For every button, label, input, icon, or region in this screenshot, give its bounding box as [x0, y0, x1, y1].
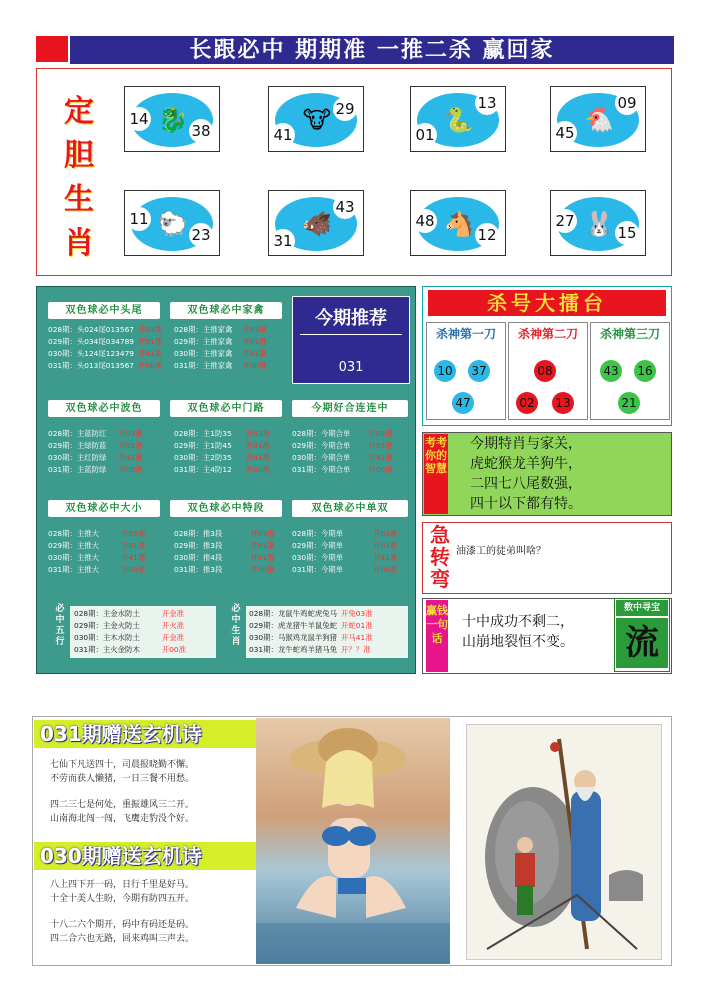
kill-ball: 08 — [534, 360, 556, 382]
card-number-left: 14 — [127, 107, 151, 131]
size-rows: 028期：主推大 开03准 029期：主推大 开01准 030期：主推大 开41准 031期：主推大 开00准 — [48, 529, 146, 574]
wave-label: 双色球必中波色 — [48, 400, 160, 417]
zodiac-card-horse — [410, 190, 506, 256]
card-number-left: 45 — [553, 121, 577, 145]
five-elements-tag: 必中五行 — [55, 604, 65, 647]
brain-teaser-question: 油漆工的徒弟叫啥？ — [456, 546, 546, 557]
card-number-right: 09 — [615, 91, 639, 115]
oddeven-rows: 028期：今期单 开03准 029期：今期单 开01准 030期：今期单 开41准 031期：今期单 开00准 — [292, 529, 398, 574]
oddeven-label: 双色球必中单双 — [292, 500, 408, 517]
sage-painting — [466, 724, 662, 960]
head-tail-rows: 028期：头024尾013567 开03准 029期：头034尾034789 开01准 030期：头124尾123479 开41准 031期：头013尾013567 开00准 — [48, 325, 163, 370]
beach-photo — [256, 718, 450, 964]
zodiac-card-pig — [268, 190, 364, 256]
kill-column-head: 杀神第二刀 — [517, 327, 578, 341]
zodiac-card-ox — [268, 86, 364, 152]
zodiac-card-rooster — [550, 86, 646, 152]
zodiac-pick-tag: 必中生肖 — [231, 604, 241, 647]
five-elements-rows: 028期：主金水防土 开金准 029期：主金火防土 开火准 030期：主木水防土 开金准 031期：主火金防木 开00准 — [70, 606, 216, 658]
card-number-right: 15 — [615, 221, 639, 245]
card-number-left: 27 — [553, 209, 577, 233]
money-phrase-text: 十中成功不剩二， 山崩地裂恒不变。 — [462, 614, 574, 650]
kill-ball: 02 — [516, 392, 538, 414]
card-number-left: 01 — [413, 123, 437, 147]
brain-teaser-tag: 急转弯 — [430, 523, 450, 591]
sheep-icon: 🐑 — [158, 210, 188, 238]
poem-031-text: 七仙下凡送四十，司晨报晓勤不懈。 不劳而获人懒猪，一日三餐不用愁。 四二三七是何处，重振雄风三二开。 山南海北闯一闯，飞鹰走豹没个好。 — [50, 760, 195, 824]
recommend-title: 今期推荐 — [315, 308, 387, 329]
kill-ball: 43 — [600, 360, 622, 382]
header-banner: 长跟必中 期期准 一推二杀 赢回家 — [70, 36, 674, 64]
kill-ball: 10 — [434, 360, 456, 382]
wave-rows: 028期：主蓝防红 开03准 029期：主绿防蓝 开01准 030期：主红防绿 开41准 031期：主蓝防绿 开00准 — [48, 429, 143, 474]
head-tail-label: 双色球必中头尾 — [48, 302, 160, 319]
zodiac-card-sheep — [124, 190, 220, 256]
beach-figure-icon — [256, 718, 450, 964]
zodiac-title-char: 肖 — [64, 226, 94, 261]
zodiac-pick-rows: 028期：龙鼠牛鸡蛇虎兔马 开兔03准 029期：虎龙猪牛羊鼠兔蛇 开蛇01准 030期：马猴鸡龙鼠羊狗猪 开马41准 031期：龙牛蛇鸡羊猪马兔 开？？准 — [246, 606, 408, 658]
rabbit-icon: 🐰 — [584, 210, 614, 238]
combo-label: 今期好合连连中 — [292, 400, 408, 417]
wisdom-text: 今期特肖与家关， 虎蛇猴龙羊狗牛， 二四七八尾数强， 四十以下都有特。 — [470, 436, 582, 512]
poem-031-title: 031期赠送玄机诗 — [34, 720, 256, 748]
poem-030-text: 八上四下开一码，日行千里是好马。 十全十美人生盼，今期有防四五开。 十八二六个期开，码中有码还是码。 四二合六也无路，回来鸡叫三声去。 — [50, 880, 195, 944]
card-number-right: 23 — [189, 223, 213, 247]
kill-ball: 47 — [452, 392, 474, 414]
zodiac-title-char: 定 — [64, 94, 94, 129]
card-number-right: 13 — [475, 91, 499, 115]
segment-label: 双色球必中特段 — [170, 500, 282, 517]
family-label: 双色球必中家禽 — [170, 302, 282, 319]
zodiac-title-char: 胆 — [64, 138, 94, 173]
dragon-icon: 🐉 — [158, 106, 188, 134]
wisdom-tag: 考考你的智慧 — [424, 434, 448, 514]
recommend-issue: 031 — [338, 360, 364, 375]
kill-column-head: 杀神第一刀 — [435, 327, 496, 341]
card-number-left: 48 — [413, 209, 437, 233]
sage-boy-painting-icon — [467, 725, 663, 961]
family-rows: 028期：主推家禽 开03准 029期：主推家禽 开01准 030期：主推家禽 开41准 031期：主推家禽 开00准 — [174, 325, 267, 370]
zodiac-card-rabbit — [550, 190, 646, 256]
boar-icon: 🐗 — [302, 210, 332, 238]
zodiac-title-char: 生 — [64, 182, 94, 217]
card-number-left: 31 — [271, 229, 295, 253]
recommend-divider — [300, 334, 402, 335]
card-number-right: 29 — [333, 97, 357, 121]
kill-ball: 21 — [618, 392, 640, 414]
kill-ball: 13 — [552, 392, 574, 414]
header-red-block — [36, 36, 68, 62]
segment-rows: 028期：推3段 开03准 029期：推3段 开01准 030期：推4段 开41准 031期：推3段 开00准 — [174, 529, 275, 574]
kill-ball: 16 — [634, 360, 656, 382]
treasure-character: 流 — [616, 618, 668, 668]
horse-icon: 🐴 — [444, 210, 474, 238]
ox-icon: 🐮 — [302, 106, 332, 134]
door-label: 双色球必中门路 — [170, 400, 282, 417]
card-number-left: 41 — [271, 123, 295, 147]
zodiac-title — [62, 90, 96, 266]
poem-030-title: 030期赠送玄机诗 — [34, 842, 256, 870]
brain-teaser-section — [422, 522, 672, 594]
card-number-left: 11 — [127, 207, 151, 231]
kill-column-head: 杀神第三刀 — [599, 327, 660, 341]
zodiac-card-dragon — [124, 86, 220, 152]
size-label: 双色球必中大小 — [48, 500, 160, 517]
kill-ball: 37 — [468, 360, 490, 382]
kill-title: 杀号大擂台 — [428, 290, 666, 316]
rooster-icon: 🐔 — [584, 106, 614, 134]
card-number-right: 38 — [189, 119, 213, 143]
snake-icon: 🐍 — [444, 106, 474, 134]
combo-rows: 028期：今期合单 开03准 029期：今期合单 开01准 030期：今期合单 开41准 031期：今期合单 开00准 — [292, 429, 393, 474]
card-number-right: 43 — [333, 195, 357, 219]
zodiac-card-snake — [410, 86, 506, 152]
money-phrase-tag: 赢钱一句话 — [426, 600, 448, 672]
door-rows: 028期：主1防35 开03准 029期：主1防45 开01准 030期：主2防35 开41准 031期：主4防12 开00准 — [174, 429, 270, 474]
treasure-label: 数中寻宝 — [616, 600, 668, 616]
card-number-right: 12 — [475, 223, 499, 247]
